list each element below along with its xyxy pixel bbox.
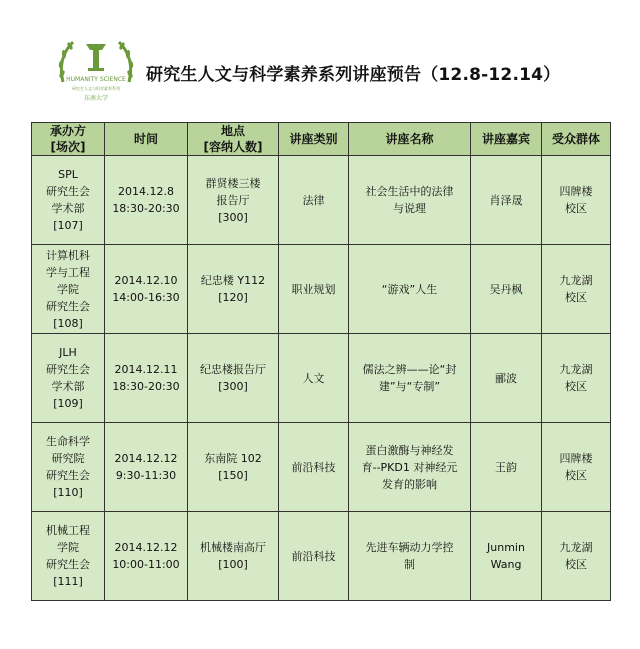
column-header-guest: 讲座嘉宾	[471, 123, 542, 156]
venue-cell: 群贤楼三楼 报告厅 [300]	[188, 156, 279, 245]
lecture-name-cell: 蛋白激酶与神经发 育--PKD1 对神经元 发育的影响	[349, 423, 471, 512]
logo-school-name: 东南大学	[83, 95, 109, 102]
host-cell: JLH 研究生会 学术部 [109]	[32, 334, 105, 423]
university-logo-icon	[55, 30, 137, 108]
audience-cell: 四牌楼 校区	[542, 156, 611, 245]
guest-cell: Junmin Wang	[471, 512, 542, 601]
audience-cell: 九龙湖 校区	[542, 512, 611, 601]
host-cell: SPL 研究生会 学术部 [107]	[32, 156, 105, 245]
table-header-row	[32, 123, 611, 156]
venue-cell: 纪忠楼 Y112 [120]	[188, 245, 279, 334]
table-row	[32, 334, 611, 423]
logo-text: HUMANITY SCIENCE	[66, 76, 126, 83]
time-cell: 2014.12.12 10:00-11:00	[105, 512, 188, 601]
audience-cell: 九龙湖 校区	[542, 334, 611, 423]
lecture-name-cell: “游戏”人生	[349, 245, 471, 334]
column-header-lecture-name: 讲座名称	[349, 123, 471, 156]
category-cell: 法律	[279, 156, 349, 245]
guest-cell: 吴丹枫	[471, 245, 542, 334]
audience-cell: 九龙湖 校区	[542, 245, 611, 334]
logo-subtitle: 研究生人文与科学素养系列	[72, 86, 120, 91]
table-row	[32, 512, 611, 601]
column-header-time: 时间	[105, 123, 188, 156]
guest-cell: 郦波	[471, 334, 542, 423]
time-cell: 2014.12.12 9:30-11:30	[105, 423, 188, 512]
host-cell: 生命科学 研究院 研究生会 [110]	[32, 423, 105, 512]
venue-cell: 机械楼南高厅 [100]	[188, 512, 279, 601]
column-header-category: 讲座类别	[279, 123, 349, 156]
table-row	[32, 156, 611, 245]
host-cell: 计算机科 学与工程 学院 研究生会 [108]	[32, 245, 105, 334]
guest-cell: 肖泽晟	[471, 156, 542, 245]
page-title: 研究生人文与科学素养系列讲座预告（12.8-12.14）	[146, 65, 561, 85]
table-row	[32, 245, 611, 334]
table-row	[32, 423, 611, 512]
lecture-name-cell: 先进车辆动力学控 制	[349, 512, 471, 601]
column-header-venue: 地点 [容纳人数]	[188, 123, 279, 156]
page-header	[0, 0, 640, 120]
lecture-name-cell: 儒法之辨——论“封 建”与“专制”	[349, 334, 471, 423]
venue-cell: 东南院 102 [150]	[188, 423, 279, 512]
category-cell: 职业规划	[279, 245, 349, 334]
guest-cell: 王韵	[471, 423, 542, 512]
column-header-host: 承办方 [场次]	[32, 123, 105, 156]
category-cell: 前沿科技	[279, 512, 349, 601]
host-cell: 机械工程 学院 研究生会 [111]	[32, 512, 105, 601]
lecture-name-cell: 社会生活中的法律 与说理	[349, 156, 471, 245]
audience-cell: 四牌楼 校区	[542, 423, 611, 512]
venue-cell: 纪忠楼报告厅 [300]	[188, 334, 279, 423]
lecture-schedule-table	[31, 122, 611, 601]
column-header-audience: 受众群体	[542, 123, 611, 156]
category-cell: 前沿科技	[279, 423, 349, 512]
time-cell: 2014.12.11 18:30-20:30	[105, 334, 188, 423]
category-cell: 人文	[279, 334, 349, 423]
time-cell: 2014.12.8 18:30-20:30	[105, 156, 188, 245]
time-cell: 2014.12.10 14:00-16:30	[105, 245, 188, 334]
